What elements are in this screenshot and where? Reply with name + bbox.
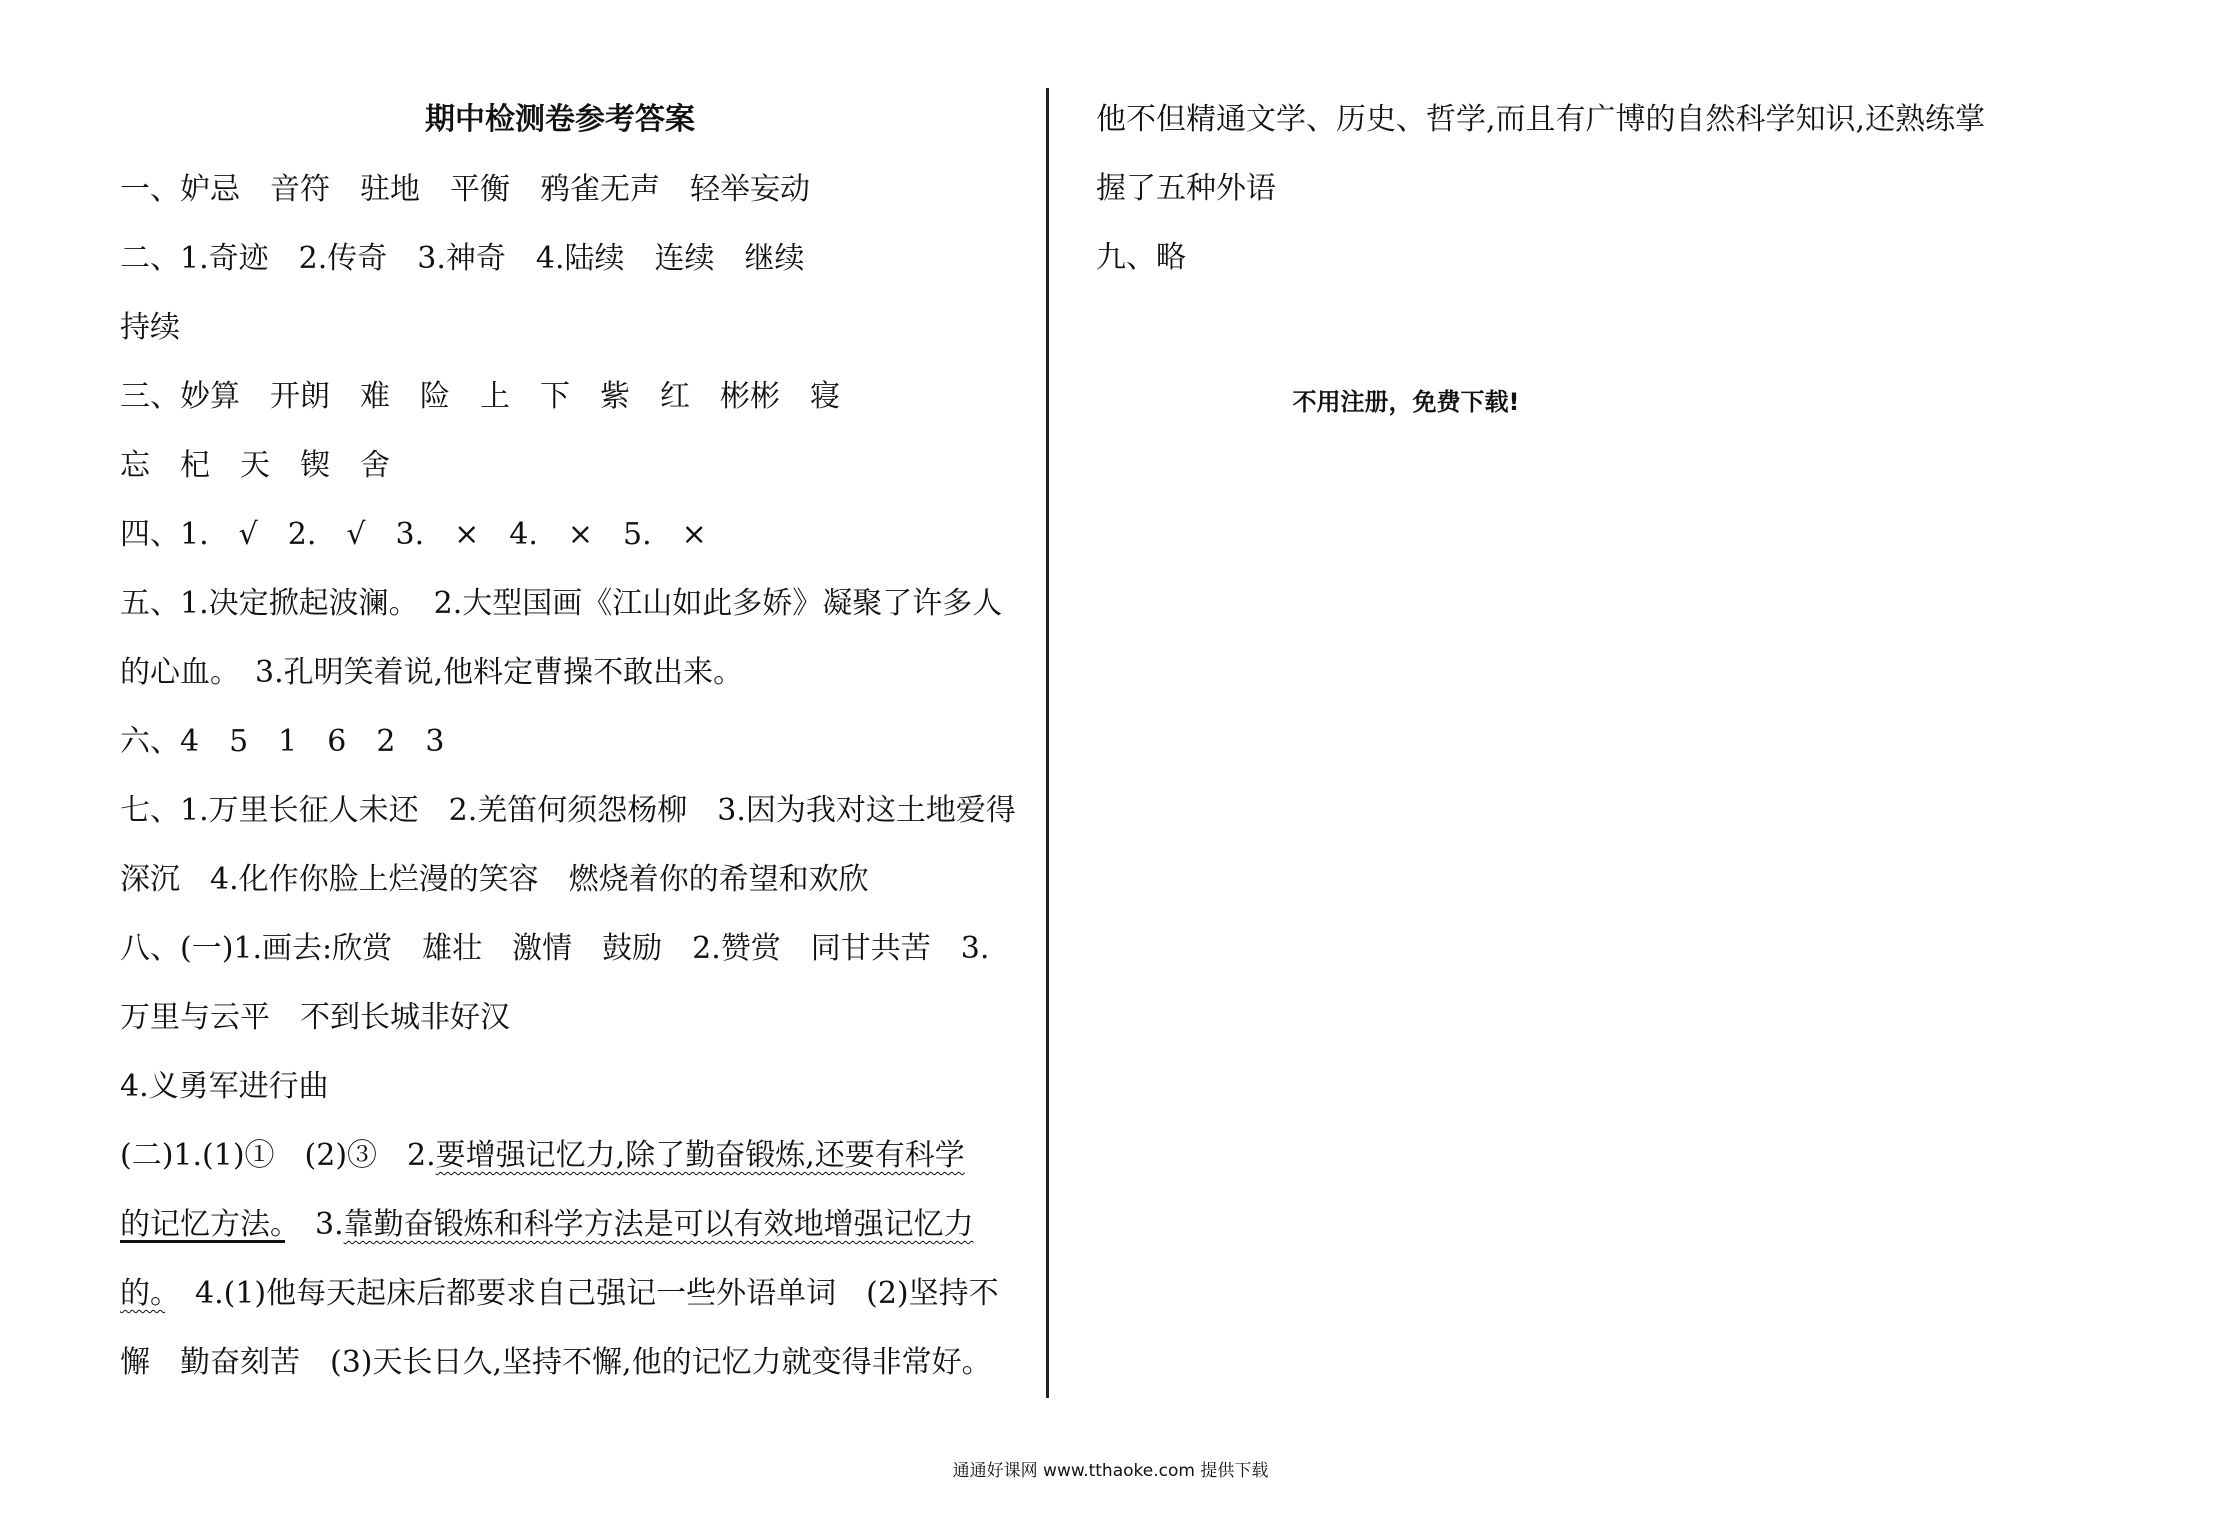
answer-line-9: 六、4 5 1 6 2 3 [120,724,445,759]
answer-line-14: 4.义勇军进行曲 [120,1069,329,1104]
left-column [120,170,1016,1412]
answer-line-7: 五、1.决定掀起波澜。 2.大型国画《江山如此多娇》凝聚了许多人 [120,586,1003,621]
answer-line-15 [120,1136,1000,1205]
answer-line-6: 四、1. √ 2. √ 3. × 4. × 5. × [120,517,707,552]
answer-line-12: 八、(一)1.画去:欣赏 雄壮 激情 鼓励 2.赞赏 同甘共苦 3. [120,931,990,966]
part2-line1-text: (二)1.(1)① (2)③ 2. [120,1138,436,1173]
right-line-1: 他不但精通文学、历史、哲学,而且有广博的自然科学知识,还熟练掌 [1096,102,1986,137]
answer-line-13: 万里与云平 不到长城非好汉 [120,1000,510,1035]
footer-text: 通通好课网 www.tthaoke.com 提供下载 [952,1461,1269,1481]
answer-line-5: 忘 杞 天 锲 舍 [120,448,390,483]
underlined-answer: 的记忆方法。 [120,1207,285,1242]
underlined-answer: 靠勤奋锻炼和科学方法是可以有效地增强记忆力 [343,1207,974,1242]
answer-line-4: 三、妙算 开朗 难 险 上 下 紫 红 彬彬 寝 [120,379,840,414]
right-line-3: 九、略 [1096,240,1186,275]
answer-line-3: 持续 [120,310,180,345]
answer-line-16 [120,1205,1000,1274]
right-line-2: 握了五种外语 [1096,171,1276,206]
part2-line3-text: 4.(1)他每天起床后都要求自己强记一些外语单词 (2)坚持不 [165,1276,999,1311]
column-divider [1046,88,1049,1398]
underlined-answer: 要增强记忆力,除了勤奋锻炼,还要有科学 [435,1138,965,1173]
page-title: 期中检测卷参考答案 [425,102,695,137]
answer-line-8: 的心血。 3.孔明笑着说,他料定曹操不敢出来。 [120,655,744,690]
part2-line2-text: 3. [285,1207,344,1242]
answer-line-10: 七、1.万里长征人未还 2.羌笛何须怨杨柳 3.因为我对这土地爱得 [120,793,1016,828]
answer-line-18: 懈 勤奋刻苦 (3)天长日久,坚持不懈,他的记忆力就变得非常好。 [120,1345,992,1380]
answer-line-2: 二、1.奇迹 2.传奇 3.神奇 4.陆续 连续 继续 [120,241,805,276]
answer-line-17 [120,1274,1000,1343]
underlined-answer: 的。 [120,1276,165,1311]
answer-line-11: 深沉 4.化作你脸上烂漫的笑容 燃烧着你的希望和欢欣 [120,862,869,897]
answer-line-1: 一、妒忌 音符 驻地 平衡 鸦雀无声 轻举妄动 [120,172,810,207]
promo-text: 不用注册，免费下载! [1292,388,1520,416]
right-column [1096,100,2136,307]
